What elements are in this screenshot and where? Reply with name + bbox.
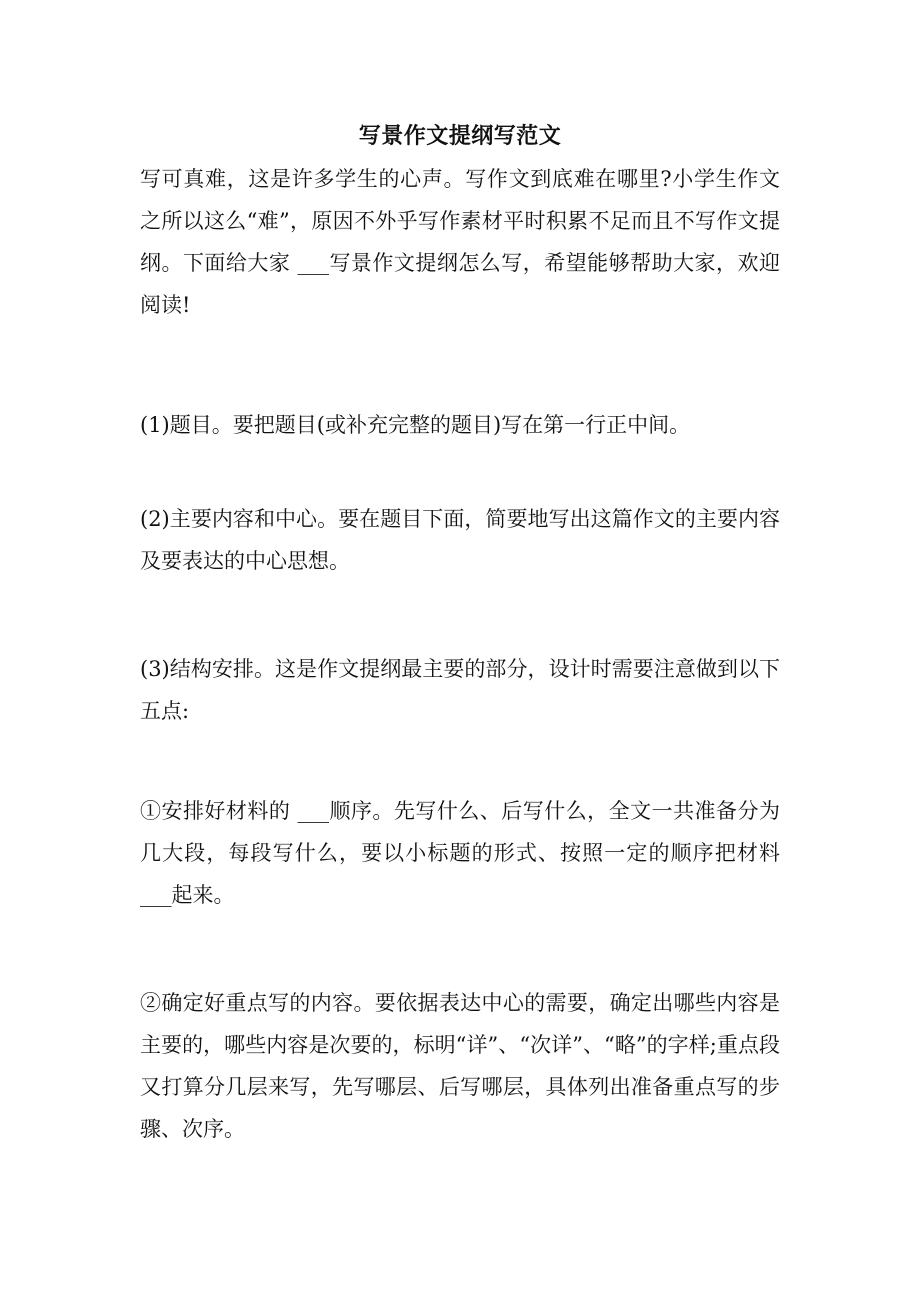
paragraph-key-content: ②确定好重点写的内容。要依据表达中心的需要，确定出哪些内容是主要的，哪些内容是次要的，标明“详”、“次详”、“略”的字样;重点段又打算分几层来写，先写哪层、后写哪层，具体列出准备重点写的步骤、次序。 (140, 991, 780, 1141)
document-title: 写景作文提纲写范文 (358, 123, 562, 149)
intro-paragraph: 写可真难，这是许多学生的心声。写作文到底难在哪里?小学生作文之所以这么“难”，原因不外乎写作素材平时积累不足而且不写作文提纲。下面给大家 ___写景作文提纲怎么写，希望能够帮助大家，欢迎阅读! (140, 167, 780, 317)
paragraph-material-order: ①安排好材料的 ___顺序。先写什么、后写什么，全文一共准备分为几大段，每段写什么，要以小标题的形式、按照一定的顺序把材料 ___起来。 (140, 799, 787, 907)
paragraph-title-point: (1)题目。要把题目(或补充完整的题目)写在第一行正中间。 (140, 413, 691, 437)
paragraph-structure-point: (3)结构安排。这是作文提纲最主要的部分，设计时需要注意做到以下五点: (140, 657, 780, 723)
paragraph-content-point: (2)主要内容和中心。要在题目下面，简要地写出这篇作文的主要内容及要表达的中心思想。 (140, 507, 780, 573)
